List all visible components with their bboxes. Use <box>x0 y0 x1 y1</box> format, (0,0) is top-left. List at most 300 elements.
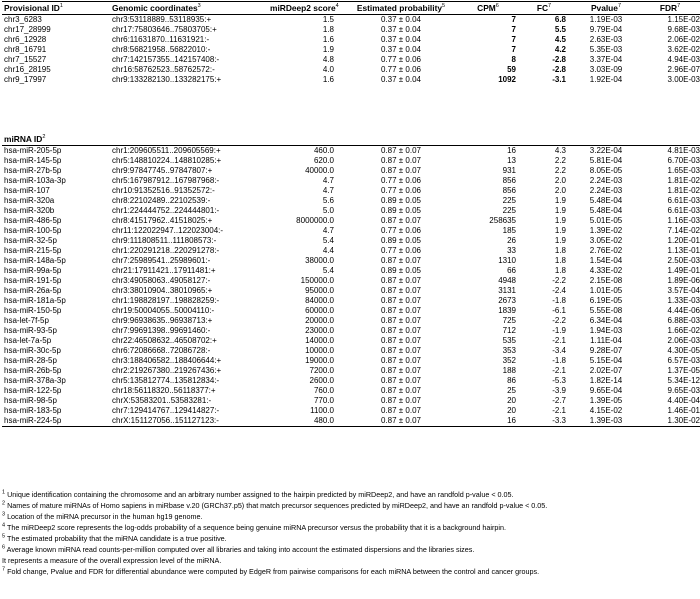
cell-p: 5.01E-05 <box>589 216 623 225</box>
cell-fdr: 9.68E-03 <box>667 25 700 34</box>
cell-p: 4.33E-02 <box>589 266 623 275</box>
table-row <box>2 286 700 296</box>
cell-id: hsa-miR-148a-5p <box>4 256 66 265</box>
cell-prob: 0.77 ± 0.06 <box>381 55 421 64</box>
cell-coord: chr3:53118889..53118935:+ <box>112 15 212 24</box>
cell-p: 2.24E-03 <box>589 176 623 185</box>
cell-fc: 2.0 <box>554 186 566 195</box>
cell-cpm: 20 <box>507 396 516 405</box>
cell-id: hsa-miR-30c-5p <box>4 346 61 355</box>
cell-prob: 0.87 ± 0.07 <box>381 316 421 325</box>
cell-cpm: 86 <box>507 376 516 385</box>
cell-id: chr17_28999 <box>4 25 51 34</box>
cell-fc: -2.8 <box>552 55 566 64</box>
cell-score: 2600.0 <box>309 376 334 385</box>
footnote <box>2 522 698 533</box>
cell-id: hsa-miR-145-5p <box>4 156 62 165</box>
cell-coord: chr5:135812774..135812834:- <box>112 376 220 385</box>
cell-fc: -2.7 <box>552 396 566 405</box>
cell-coord: chr21:17911421..17911481:+ <box>112 266 216 275</box>
cell-id: hsa-miR-215-5p <box>4 246 62 255</box>
cell-fc: -6.1 <box>552 306 566 315</box>
cell-p: 9.28E-07 <box>589 346 623 355</box>
cell-p: 3.05E-02 <box>589 236 623 245</box>
cell-score: 20000.0 <box>305 316 334 325</box>
cell-fc: -1.9 <box>552 326 566 335</box>
cell-fc: -2.1 <box>552 406 566 415</box>
cell-fdr: 6.57E-03 <box>667 356 700 365</box>
cell-fdr: 4.81E-03 <box>667 146 700 155</box>
cell-cpm: 258635 <box>489 216 516 225</box>
cell-prob: 0.87 ± 0.07 <box>381 296 421 305</box>
cell-score: 5.6 <box>322 196 334 205</box>
cell-fdr: 3.57E-04 <box>667 286 700 295</box>
cell-score: 1.6 <box>322 35 334 44</box>
cell-cpm: 26 <box>507 236 516 245</box>
cell-coord: chr7:25989541..25989601:- <box>112 256 211 265</box>
cell-prob: 0.37 ± 0.04 <box>381 45 421 54</box>
cell-score: 760.0 <box>313 386 334 395</box>
col-header-provisional-id: Provisional $ID^1$ <box>2 2 112 15</box>
cell-score: 4.7 <box>322 226 334 235</box>
cell-id: hsa-miR-320a <box>4 196 55 205</box>
cell-score: 1100.0 <box>310 406 334 415</box>
cell-coord: chr5:148810224..148810285:+ <box>112 156 222 165</box>
table-row <box>2 216 700 226</box>
cell-score: 23000.0 <box>305 326 334 335</box>
table-row <box>2 276 700 286</box>
footnote-marker: 6 <box>2 544 6 551</box>
cell-prob: 0.87 ± 0.07 <box>381 396 421 405</box>
col-header-fc: $FC^7$ <box>522 2 572 15</box>
table-row <box>2 45 700 55</box>
table-row <box>2 176 700 186</box>
footnote <box>2 544 698 555</box>
cell-prob: 0.87 ± 0.07 <box>381 286 421 295</box>
cell-score: 5.4 <box>322 236 334 245</box>
table-row <box>2 55 700 65</box>
cell-p: 6.34E-04 <box>589 316 623 325</box>
cell-prob: 0.87 ± 0.07 <box>342 416 460 427</box>
cell-cpm: 16 <box>460 416 522 427</box>
cell-id: hsa-miR-122-5p <box>4 386 62 395</box>
cell-p: 9.79E-04 <box>589 25 623 34</box>
footnote <box>2 489 698 500</box>
cell-score: 1.6 <box>322 75 334 84</box>
cell-fc: 6.8 <box>554 15 566 24</box>
cell-coord: chr2:219267380..219267436:+ <box>112 366 222 375</box>
cell-fdr: 6.61E-03 <box>667 196 700 205</box>
cell-prob: 0.87 ± 0.07 <box>381 336 421 345</box>
cell-coord: chr8:41517962..41518025:+ <box>112 216 213 225</box>
cell-prob: 0.77 ± 0.06 <box>381 246 421 255</box>
cell-fc: -3.4 <box>552 346 566 355</box>
cell-cpm: 188 <box>502 366 516 375</box>
cell-fc: 1.8 <box>554 256 566 265</box>
cell-id: hsa-miR-32-5p <box>4 236 57 245</box>
cell-fdr: 6.61E-03 <box>667 206 700 215</box>
footnote-marker: 4 <box>2 522 6 529</box>
cell-prob: 0.87 ± 0.07 <box>381 386 421 395</box>
cell-prob: 0.87 ± 0.07 <box>381 356 421 365</box>
cell-p: 5.55E-08 <box>589 306 623 315</box>
cell-fc: 1.8 <box>554 246 566 255</box>
table-row <box>2 146 700 157</box>
cell-prob: 0.87 ± 0.07 <box>381 276 421 285</box>
cell-cpm: 712 <box>502 326 516 335</box>
table-row <box>2 35 700 45</box>
cell-fdr: 4.94E-03 <box>667 55 700 64</box>
cell-prob: 0.37 ± 0.04 <box>381 75 421 84</box>
cell-coord: chr9:133282130..133282175:+ <box>112 75 222 84</box>
table-row <box>2 406 700 416</box>
cell-p: 1.11E-04 <box>590 336 622 345</box>
cell-coord: chr11:122022947..122023004:- <box>112 226 224 235</box>
cell-id: hsa-miR-205-5p <box>4 146 62 155</box>
cell-score: 1.5 <box>322 15 334 24</box>
footnote-marker: 2 <box>2 500 6 507</box>
cell-cpm: 16 <box>507 146 516 155</box>
cell-coord: chr1:198828197..198828259:- <box>112 296 220 305</box>
cell-p: 1.39E-03 <box>572 416 640 427</box>
cell-coord: chr18:56118320..56118377:+ <box>112 386 216 395</box>
cell-score: 770.0 <box>313 396 334 405</box>
cell-score: 5.4 <box>322 266 334 275</box>
cell-id: hsa-miR-150-5p <box>4 306 62 315</box>
cell-fdr: 1.81E-02 <box>667 176 700 185</box>
cell-p: 6.19E-05 <box>589 296 623 305</box>
cell-cpm: 185 <box>502 226 516 235</box>
cell-score: 19000.0 <box>305 356 334 365</box>
cell-cpm: 856 <box>502 176 516 185</box>
cell-p: 5.81E-04 <box>589 156 623 165</box>
footnote-marker: 1 <box>2 489 6 496</box>
cell-fc: -3.9 <box>552 386 566 395</box>
cell-coord: chr1:220291218..220291278:- <box>112 246 220 255</box>
table-row <box>2 336 700 346</box>
cell-p: 1.94E-03 <box>589 326 623 335</box>
cell-score: 84000.0 <box>305 296 334 305</box>
col-header-mirdeep2-score: miRDeep2 score$^4$ <box>270 2 342 15</box>
table-row <box>2 316 700 326</box>
cell-id: chr9_17997 <box>4 75 47 84</box>
cell-coord: chr22:46508632..46508702:+ <box>112 336 217 345</box>
cell-cpm: 353 <box>502 346 516 355</box>
cell-fc: -2.1 <box>552 366 566 375</box>
cell-fdr: 6.88E-03 <box>667 316 700 325</box>
cell-coord: chr10:91352516..91352572:- <box>112 186 215 195</box>
cell-cpm: 4948 <box>498 276 516 285</box>
cell-p: 1.19E-03 <box>589 15 623 24</box>
cell-cpm: 535 <box>502 336 516 345</box>
cell-fdr: 1.81E-02 <box>667 186 700 195</box>
cell-fdr: 1.46E-01 <box>667 406 700 415</box>
col-header-fdr: FDR$^7$ <box>640 2 700 15</box>
cell-coord: chr16:58762523..58762572:- <box>112 65 215 74</box>
footnote-text: Location of the miRNA precursor in the human hg19 genome. <box>7 512 203 521</box>
cell-fdr: 1.65E-03 <box>667 166 700 175</box>
cell-prob: 0.87 ± 0.07 <box>381 306 421 315</box>
cell-fc: -2.8 <box>552 65 566 74</box>
cell-id: hsa-miR-378a-3p <box>4 376 66 385</box>
footnote-text: The miRDeep2 score represents the log-odds probability of a sequence being genuine miRNA precursor versus the probability that it is a background hairpin. <box>6 523 506 532</box>
cell-cpm: 1310 <box>498 256 516 265</box>
cell-p: 2.15E-08 <box>589 276 623 285</box>
cell-id: hsa-miR-191-5p <box>4 276 62 285</box>
cell-p: 2.76E-02 <box>589 246 623 255</box>
footnote-text: Fold change, Pvalue and FDR for differential abundance were computed by EdgeR from pairwise comparisons for each miRNA between the control and cancer groups. <box>7 567 540 576</box>
table-row <box>2 246 700 256</box>
cell-score: 38000.0 <box>305 256 334 265</box>
cell-p: 2.63E-03 <box>589 35 623 44</box>
cell-id: chr16_28195 <box>4 65 51 74</box>
footnote <box>2 500 698 511</box>
cell-coord: chr17:75803646..75803705:+ <box>112 25 217 34</box>
table-row <box>2 376 700 386</box>
cell-fdr: 1.20E-01 <box>667 236 700 245</box>
cell-score: 10000.0 <box>305 346 334 355</box>
cell-fc: 1.9 <box>554 216 566 225</box>
footnote-text: Average known miRNA read counts-per-million computed over all libraries and taking into account the estimated dispersions and the libraries sizes. <box>6 545 475 554</box>
cell-coord: chr7:99691398..99691460:- <box>112 326 211 335</box>
footnote <box>2 555 698 566</box>
cell-score: 40000.0 <box>305 166 334 175</box>
table-row <box>2 236 700 246</box>
cell-cpm: 7 <box>511 15 516 24</box>
cell-prob: 0.87 ± 0.07 <box>381 156 421 165</box>
cell-id: hsa-miR-99a-5p <box>4 266 62 275</box>
cell-fdr: 1.30E-02 <box>640 416 700 427</box>
cell-cpm: 1839 <box>498 306 516 315</box>
table-row <box>2 186 700 196</box>
cell-id: hsa-miR-28-5p <box>4 356 57 365</box>
cell-prob: 0.87 ± 0.07 <box>381 146 421 155</box>
cell-score: 8000000.0 <box>296 216 334 225</box>
cell-p: 3.22E-04 <box>589 146 623 155</box>
cell-score: 4.4 <box>322 246 334 255</box>
cell-cpm: 3131 <box>498 286 516 295</box>
cell-id: hsa-miR-93-5p <box>4 326 57 335</box>
cell-prob: 0.77 ± 0.06 <box>381 186 421 195</box>
cell-coord: chr3:38010904..38010965:+ <box>112 286 213 295</box>
table-row <box>2 296 700 306</box>
cell-score: 4.7 <box>322 186 334 195</box>
footnote-text: It represents a measure of the overall expression level of the miRNA. <box>2 556 222 565</box>
table-header-row <box>2 2 700 15</box>
cell-cpm: 8 <box>511 55 516 64</box>
provisional-mirna-table <box>2 1 700 85</box>
col-header-genomic-coordinates: Genomic coordinates$^3$ <box>112 2 270 15</box>
cell-prob: 0.89 ± 0.05 <box>381 236 421 245</box>
footnote-marker: 5 <box>2 533 6 540</box>
cell-fc: 1.8 <box>554 266 566 275</box>
cell-score: 620.0 <box>313 156 334 165</box>
cell-fdr: 1.89E-06 <box>667 276 700 285</box>
cell-fc: 4.5 <box>554 35 566 44</box>
cell-id: hsa-miR-107 <box>4 186 50 195</box>
cell-prob: 0.77 ± 0.06 <box>381 176 421 185</box>
cell-fc: 1.9 <box>554 196 566 205</box>
cell-p: 8.05E-05 <box>589 166 623 175</box>
cell-cpm: 931 <box>502 166 516 175</box>
cell-coord: chr3:49058063..49058127:- <box>112 276 211 285</box>
cell-fdr: 5.34E-12 <box>667 376 700 385</box>
cell-fdr: 3.62E-02 <box>667 45 700 54</box>
cell-fc: 2.2 <box>554 166 566 175</box>
cell-cpm: 1092 <box>498 75 516 84</box>
cell-id: hsa-miR-26a-5p <box>4 286 62 295</box>
cell-cpm: 7 <box>511 45 516 54</box>
cell-coord: chr7:129414767..129414827:- <box>112 406 220 415</box>
cell-fc: -5.3 <box>552 376 566 385</box>
cell-cpm: 856 <box>502 186 516 195</box>
cell-fdr: 1.37E-05 <box>667 366 700 375</box>
col-header-cpm: CPM$^6$ <box>460 2 522 15</box>
cell-id: hsa-miR-183-5p <box>4 406 62 415</box>
cell-fdr: 4.40E-04 <box>667 396 700 405</box>
cell-id: hsa-miR-320b <box>4 206 55 215</box>
cell-id: chr6_12928 <box>4 35 47 44</box>
cell-id: hsa-miR-98-5p <box>4 396 57 405</box>
cell-cpm: 20 <box>507 406 516 415</box>
cell-coord: chr7:142157355..142157408:- <box>112 55 220 64</box>
cell-fc: -2.1 <box>552 336 566 345</box>
table-row <box>2 346 700 356</box>
cell-coord: chr9:111808511..111808573:- <box>112 236 217 245</box>
col-header-mirna-id: miRNA $ID^2$ <box>2 133 112 146</box>
cell-p: 1.01E-05 <box>589 286 623 295</box>
table-row <box>2 15 700 26</box>
cell-fc: -2.2 <box>552 316 566 325</box>
table-row <box>2 226 700 236</box>
table-row <box>2 326 700 336</box>
cell-id: hsa-miR-100-5p <box>4 226 62 235</box>
cell-cpm: 13 <box>507 156 516 165</box>
cell-fdr: 9.65E-03 <box>667 386 700 395</box>
cell-prob: 0.89 ± 0.05 <box>381 266 421 275</box>
cell-score: 480.0 <box>270 416 342 427</box>
cell-fc: 4.2 <box>554 45 566 54</box>
cell-prob: 0.37 ± 0.04 <box>381 35 421 44</box>
table-row <box>2 266 700 276</box>
table-row <box>2 65 700 75</box>
cell-prob: 0.87 ± 0.07 <box>381 326 421 335</box>
cell-coord: chr5:167987912..167987968:- <box>112 176 220 185</box>
cell-id: hsa-miR-103a-3p <box>4 176 66 185</box>
cell-score: 95000.0 <box>305 286 334 295</box>
table-row <box>2 306 700 316</box>
footnote-marker: 3 <box>2 511 6 518</box>
cell-cpm: 66 <box>507 266 516 275</box>
cell-fc: 4.3 <box>554 146 566 155</box>
cell-fdr: 2.06E-02 <box>667 35 700 44</box>
cell-coord: chr6:11631870..11631921:- <box>112 35 210 44</box>
cell-p: 5.48E-04 <box>589 196 623 205</box>
cell-p: 9.65E-04 <box>589 386 623 395</box>
cell-fdr: 2.50E-03 <box>667 256 700 265</box>
known-mirna-table <box>2 133 700 427</box>
cell-cpm: 33 <box>507 246 516 255</box>
cell-prob: 0.89 ± 0.05 <box>381 196 421 205</box>
cell-prob: 0.87 ± 0.07 <box>381 366 421 375</box>
cell-p: 3.37E-04 <box>589 55 623 64</box>
cell-id: hsa-miR-27b-5p <box>4 166 62 175</box>
cell-score: 4.8 <box>322 55 334 64</box>
cell-id: hsa-miR-181a-5p <box>4 296 66 305</box>
cell-fdr: 2.96E-07 <box>667 65 700 74</box>
table-row <box>2 256 700 266</box>
table-row <box>2 396 700 406</box>
table-row <box>2 196 700 206</box>
footnotes <box>2 489 698 577</box>
cell-fc: 2.2 <box>554 156 566 165</box>
table-header-row <box>2 133 700 146</box>
cell-prob: 0.87 ± 0.07 <box>381 166 421 175</box>
cell-p: 2.24E-03 <box>589 186 623 195</box>
cell-id: hsa-let-7a-5p <box>4 336 52 345</box>
table-row <box>2 166 700 176</box>
cell-prob: 0.37 ± 0.04 <box>381 15 421 24</box>
footnote-text: Names of mature miRNAs of Homo sapiens in miRbase v.20 (GRCh37.p5) that match precursor sequences predicted by miRDeep2, and have an randfold p-value < 0.05. <box>7 501 548 510</box>
cell-cpm: 7 <box>511 35 516 44</box>
cell-fdr: 6.70E-03 <box>667 156 700 165</box>
cell-fc: 1.9 <box>554 236 566 245</box>
cell-coord: chr8:22102489..22102539:- <box>112 196 211 205</box>
cell-cpm: 2673 <box>498 296 516 305</box>
cell-fdr: 4.44E-06 <box>667 306 700 315</box>
cell-score: 14000.0 <box>305 336 334 345</box>
cell-fc: -3.1 <box>552 75 566 84</box>
cell-prob: 0.87 ± 0.07 <box>381 376 421 385</box>
cell-fc: 1.9 <box>554 226 566 235</box>
cell-score: 7200.0 <box>309 366 334 375</box>
cell-fdr: 4.30E-05 <box>667 346 700 355</box>
cell-fc: -3.3 <box>522 416 572 427</box>
cell-p: 1.54E-04 <box>589 256 623 265</box>
cell-fdr: 1.49E-01 <box>667 266 700 275</box>
cell-prob: 0.89 ± 0.05 <box>381 206 421 215</box>
cell-coord: chr19:50004055..50004110:- <box>112 306 215 315</box>
cell-fdr: 1.13E-01 <box>667 246 700 255</box>
cell-coord: chr9:96938635..96938713:+ <box>112 316 213 325</box>
cell-p: 1.82E-14 <box>589 376 623 385</box>
cell-cpm: 59 <box>507 65 516 74</box>
footnote <box>2 566 698 577</box>
cell-fc: -2.2 <box>552 276 566 285</box>
cell-fc: -1.8 <box>552 296 566 305</box>
cell-coord: chrX:53583201..53583281:- <box>112 396 212 405</box>
cell-id: hsa-let-7f-5p <box>4 316 49 325</box>
cell-fdr: 7.14E-02 <box>667 226 700 235</box>
cell-score: 1.9 <box>322 45 334 54</box>
cell-cpm: 225 <box>502 196 516 205</box>
cell-cpm: 725 <box>502 316 516 325</box>
cell-score: 1.8 <box>322 25 334 34</box>
table-row <box>2 386 700 396</box>
cell-fdr: 1.33E-03 <box>667 296 700 305</box>
cell-prob: 0.77 ± 0.06 <box>381 226 421 235</box>
table-row <box>2 366 700 376</box>
cell-fdr: 1.15E-02 <box>667 15 700 24</box>
cell-p: 2.02E-07 <box>589 366 623 375</box>
footnote-text: The estimated probability that the miRNA candidate is a true positive. <box>6 534 227 543</box>
footnote <box>2 533 698 544</box>
cell-coord: chr3:188406582..188406644:+ <box>112 356 222 365</box>
table-row <box>2 75 700 85</box>
cell-p: 5.15E-04 <box>589 356 623 365</box>
cell-cpm: 25 <box>507 386 516 395</box>
cell-id: chr8_16791 <box>4 45 47 54</box>
